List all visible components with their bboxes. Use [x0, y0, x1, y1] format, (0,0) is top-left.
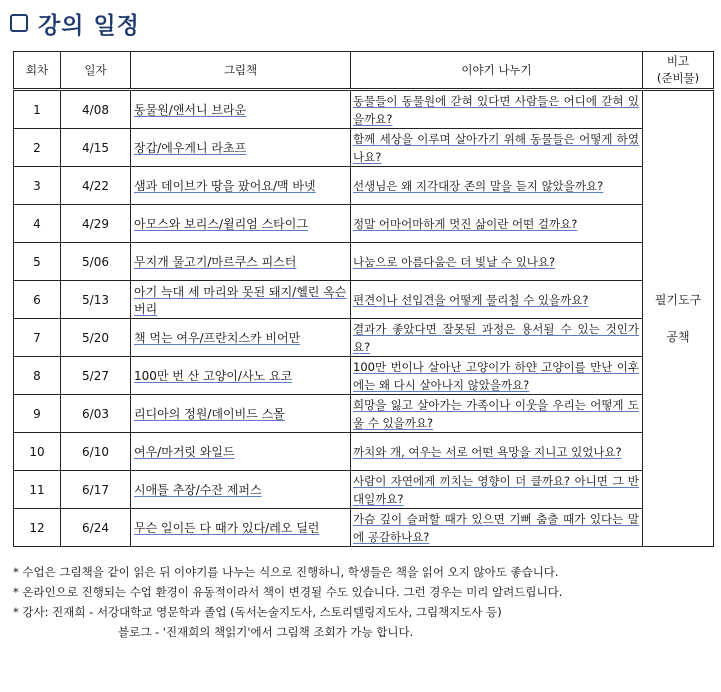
- row-book: 리디아의 정원/데이비드 스몰: [131, 395, 351, 433]
- note-line1: 필기도구: [654, 292, 702, 307]
- header-no: 회차: [14, 52, 61, 90]
- row-date: 6/03: [61, 395, 131, 433]
- table-row: [14, 167, 714, 205]
- row-date: 6/10: [61, 433, 131, 471]
- row-number: 4: [14, 205, 61, 243]
- row-date: 4/22: [61, 167, 131, 205]
- row-book: 시애틀 추장/수잔 제퍼스: [131, 471, 351, 509]
- header-note-line1: 비고: [666, 54, 690, 68]
- row-story: 동물들이 동물원에 갇혀 있다면 사람들은 어디에 갇혀 있을까요?: [351, 90, 643, 129]
- row-number: 1: [14, 90, 61, 129]
- header-date: 일자: [61, 52, 131, 90]
- row-date: 4/29: [61, 205, 131, 243]
- row-story: 결과가 좋았다면 잘못된 과정은 용서될 수 있는 것인가요?: [351, 319, 643, 357]
- row-book: 책 먹는 여우/프란치스카 비어만: [131, 319, 351, 357]
- row-story: 선생님은 왜 지각대장 존의 말을 듣지 않았을까요?: [351, 167, 643, 205]
- table-row: [14, 281, 714, 319]
- row-book: 무슨 일이든 다 때가 있다/레오 딜런: [131, 509, 351, 547]
- table-row: [14, 90, 714, 129]
- row-story: 가슴 깊이 슬퍼할 때가 있으면 기뻐 춤출 때가 있다는 말에 공감하나요?: [351, 509, 643, 547]
- row-number: 10: [14, 433, 61, 471]
- row-date: 5/13: [61, 281, 131, 319]
- page-heading: [10, 8, 140, 38]
- header-note-line2: (준비물): [656, 71, 700, 85]
- row-number: 11: [14, 471, 61, 509]
- table-row: [14, 433, 714, 471]
- table-row: [14, 357, 714, 395]
- row-number: 8: [14, 357, 61, 395]
- header-note: [643, 52, 714, 90]
- row-book: 여우/마거릿 와일드: [131, 433, 351, 471]
- row-story: 정말 어마어마하게 멋진 삶이란 어떤 걸까요?: [351, 205, 643, 243]
- row-story: 함께 세상을 이루며 살아가기 위해 동물들은 어떻게 하였나요?: [351, 129, 643, 167]
- schedule-table: [13, 51, 714, 547]
- table-row: [14, 129, 714, 167]
- row-number: 7: [14, 319, 61, 357]
- header-book: 그림책: [131, 52, 351, 90]
- footnote-2: * 온라인으로 진행되는 수업 환경이 유동적이라서 책이 변경될 수도 있습니다. 그런 경우는 미리 알려드립니다.: [13, 585, 563, 599]
- row-date: 5/06: [61, 243, 131, 281]
- row-story: 사람이 자연에게 끼치는 영향이 더 클까요? 아니면 그 반대일까요?: [351, 471, 643, 509]
- row-book: 장갑/에우게니 라초프: [131, 129, 351, 167]
- note-line2: 공책: [666, 329, 690, 344]
- row-book: 무지개 물고기/마르쿠스 피스터: [131, 243, 351, 281]
- header-story: 이야기 나누기: [351, 52, 643, 90]
- footnote-3: * 강사: 진재희 - 서강대학교 영문학과 졸업 (독서논술지도사, 스토리텔링지도사, 그림책지도사 등): [13, 605, 502, 619]
- table-row: [14, 319, 714, 357]
- table-header-row: [14, 52, 714, 90]
- row-book: 100만 번 산 고양이/사노 요코: [131, 357, 351, 395]
- footnote-4: 블로그 - '진재희의 책읽기'에서 그림책 조회가 가능 합니다.: [118, 625, 414, 639]
- note-cell: [643, 90, 714, 547]
- row-date: 6/24: [61, 509, 131, 547]
- footnotes: [13, 562, 562, 642]
- table-row: [14, 471, 714, 509]
- row-date: 5/20: [61, 319, 131, 357]
- page-title: 강의 일정: [38, 12, 140, 39]
- row-date: 5/27: [61, 357, 131, 395]
- row-number: 5: [14, 243, 61, 281]
- row-number: 6: [14, 281, 61, 319]
- row-date: 4/08: [61, 90, 131, 129]
- table-row: [14, 205, 714, 243]
- row-number: 12: [14, 509, 61, 547]
- row-book: 아기 늑대 세 마리와 못된 돼지/헬린 옥슨버리: [131, 281, 351, 319]
- table-row: [14, 509, 714, 547]
- row-story: 희망을 잃고 살아가는 가족이나 이웃을 우리는 어떻게 도울 수 있을까요?: [351, 395, 643, 433]
- footnote-1: * 수업은 그림책을 같이 읽은 뒤 이야기를 나누는 식으로 진행하니, 학생들은 책을 읽어 오지 않아도 좋습니다.: [13, 565, 559, 579]
- row-date: 6/17: [61, 471, 131, 509]
- row-book: 샘과 데이브가 땅을 팠어요/맥 바넷: [131, 167, 351, 205]
- row-story: 나눔으로 아름다움은 더 빛날 수 있나요?: [351, 243, 643, 281]
- row-story: 까치와 개, 여우는 서로 어떤 욕망을 지니고 있었나요?: [351, 433, 643, 471]
- row-number: 9: [14, 395, 61, 433]
- row-story: 100만 번이나 살아난 고양이가 하얀 고양이를 만난 이후에는 왜 다시 살아나지 않았을까요?: [351, 357, 643, 395]
- row-number: 3: [14, 167, 61, 205]
- checkbox-icon: [10, 14, 28, 32]
- table-row: [14, 243, 714, 281]
- row-number: 2: [14, 129, 61, 167]
- table-row: [14, 395, 714, 433]
- row-book: 동물원/앤서니 브라운: [131, 90, 351, 129]
- row-story: 편견이나 선입견을 어떻게 물리칠 수 있을까요?: [351, 281, 643, 319]
- row-date: 4/15: [61, 129, 131, 167]
- row-book: 아모스와 보리스/윌리엄 스타이그: [131, 205, 351, 243]
